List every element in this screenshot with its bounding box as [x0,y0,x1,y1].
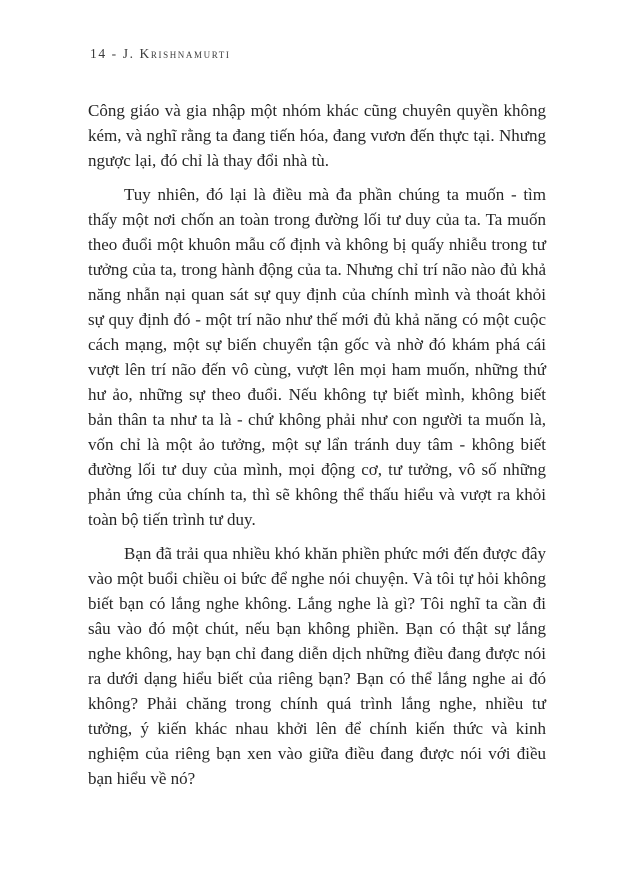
paragraph-3: Bạn đã trải qua nhiều khó khăn phiền phức mới đến được đây vào một buổi chiều oi bức để nghe nói chuyện. Và tôi tự hỏi không biết bạn có lắng nghe không. Lắng nghe là gì? Tôi nghĩ ta cần đi sâu vào đó một chút, nếu bạn không phiền. Bạn có thật sự lắng nghe không, hay bạn chỉ đang diễn dịch những điều đang được nói ra dưới dạng hiểu biết của riêng bạn? Bạn có thể lắng nghe ai đó không? Phải chăng trong chính quá trình lắng nghe, nhiều tư tưởng, ý kiến khác nhau khởi lên để chính kiến thức và kinh nghiệm của riêng bạn xen vào giữa điều đang được nói với điều bạn hiểu về nó? [88,544,546,788]
page-body [88,98,546,791]
paragraph-continuation: Công giáo và gia nhập một nhóm khác cũng chuyên quyền không kém, và nghĩ rằng ta đang tiến hóa, đang vươn đến thực tại. Nhưng ngược lại, đó chỉ là thay đổi nhà tù. [88,101,546,170]
paragraph-2: Tuy nhiên, đó lại là điều mà đa phần chúng ta muốn - tìm thấy một nơi chốn an toàn trong đường lối tư duy của ta. Ta muốn theo đuổi một khuôn mẫu cố định và không bị quấy nhiễu trong tư tưởng của ta, trong hành động của ta. Nhưng chỉ trí não nào đủ khả năng nhẫn nại quan sát sự quy định của chính mình và thoát khỏi sự quy định đó - một trí não như thế mới đủ khả năng có một cuộc cách mạng, một sự biến chuyển tận gốc và nhờ đó khám phá cái vượt lên trí não đến vô cùng, vượt lên mọi ham muốn, những thứ hư ảo, những sự theo đuổi. Nếu không tự biết mình, không biết bản thân ta như ta là - chứ không phải như con người ta muốn là, vốn chỉ là một ảo tưởng, một sự lẩn tránh duy tâm - không biết đường lối tư duy của mình, mọi động cơ, tư tưởng, vô số những phản ứng của chính ta, thì sẽ không thể thấu hiểu và vượt ra khỏi toàn bộ tiến trình tư duy. [88,185,546,529]
page-number-and-author: 14 - J. Krishnamurti [90,46,231,61]
running-header [90,46,546,62]
